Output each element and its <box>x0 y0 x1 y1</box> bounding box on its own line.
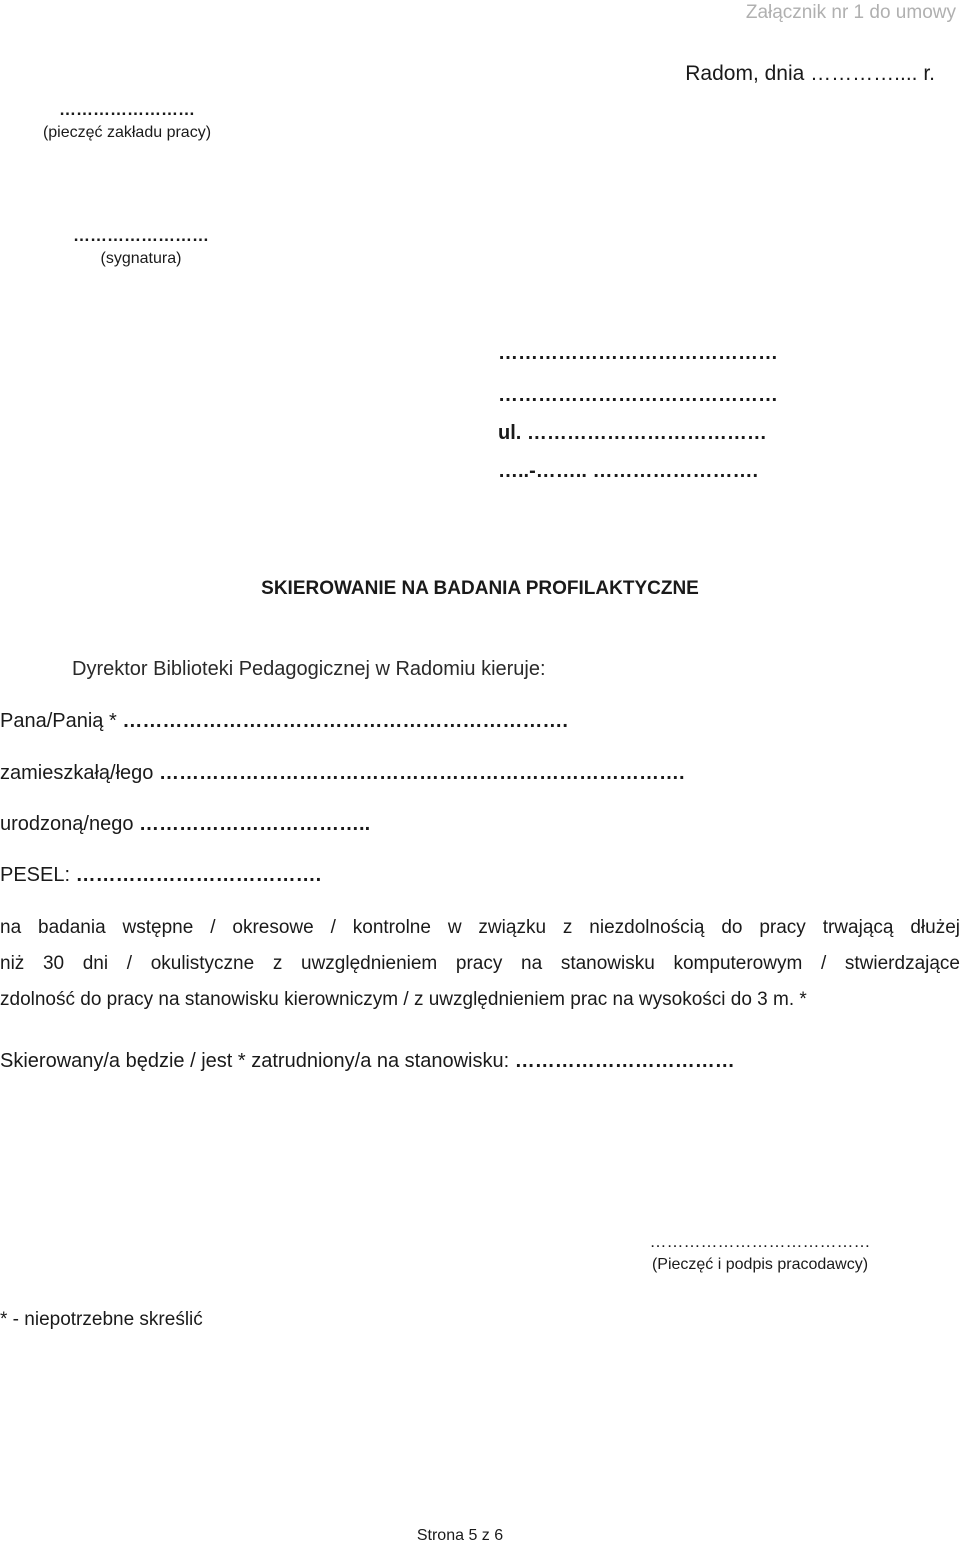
signature-ref-block <box>28 226 254 268</box>
company-stamp-block <box>28 100 226 142</box>
pesel-field <box>0 864 321 887</box>
name-dots: …………………………………………………………. <box>122 710 568 732</box>
page-number: Strona 5 z 6 <box>416 1527 504 1544</box>
lead-sentence: Dyrektor Biblioteki Pedagogicznej w Radomiu kieruje: <box>72 658 546 680</box>
name-field <box>0 710 568 733</box>
address-line-2: …………………………………… <box>498 384 778 406</box>
pesel-label: PESEL: <box>0 864 71 886</box>
born-dots: …………………………….. <box>139 813 371 835</box>
signature-ref-dots: …………………… <box>73 226 209 245</box>
residence-label: zamieszkałą/łego <box>0 762 154 784</box>
address-line-3: ul. ……………………………… <box>498 422 767 444</box>
employer-signature-block <box>580 1232 940 1274</box>
born-field <box>0 813 370 836</box>
employer-signature-dots: ………………………………… <box>649 1232 871 1251</box>
employment-field <box>0 1050 735 1073</box>
document-title: SKIEROWANIE NA BADANIA PROFILAKTYCZNE <box>261 578 699 599</box>
employment-label: Skierowany/a będzie / jest * zatrudniony/a na stanowisku: <box>0 1050 510 1072</box>
pesel-dots: ………………………………. <box>75 864 322 886</box>
paragraph-line-1: na badania wstępne / okresowe / kontrolne w związku z niezdolnością do pracy trwającą dłużej <box>0 917 960 938</box>
footnote: * - niepotrzebne skreślić <box>0 1309 203 1330</box>
address-line-1: …………………………………… <box>498 342 778 364</box>
paragraph-line-2: niż 30 dni / okulistyczne z uwzględnieniem pracy na stanowisku komputerowym / stwierdzające <box>0 953 960 974</box>
signature-ref-caption: (sygnatura) <box>100 250 182 267</box>
employer-signature-caption: (Pieczęć i podpis pracodawcy) <box>651 1256 869 1273</box>
born-label: urodzoną/nego <box>0 813 134 835</box>
annex-label: Załącznik nr 1 do umowy <box>745 2 956 23</box>
employment-dots: …………………………… <box>514 1050 735 1072</box>
residence-dots: ……………………………………………………………………. <box>158 762 685 784</box>
place-date: Radom, dnia ………….... r. <box>685 62 935 85</box>
address-line-4: …..-…….. ……………………. <box>498 460 758 482</box>
residence-field <box>0 762 685 785</box>
paragraph-line-3: zdolność do pracy na stanowisku kierowniczym / z uwzględnieniem prac na wysokości do 3 m. * <box>0 989 807 1010</box>
stamp-dots: …………………… <box>59 100 195 119</box>
examination-paragraph <box>0 910 960 1018</box>
stamp-caption: (pieczęć zakładu pracy) <box>42 124 212 141</box>
name-label: Pana/Panią * <box>0 710 117 732</box>
